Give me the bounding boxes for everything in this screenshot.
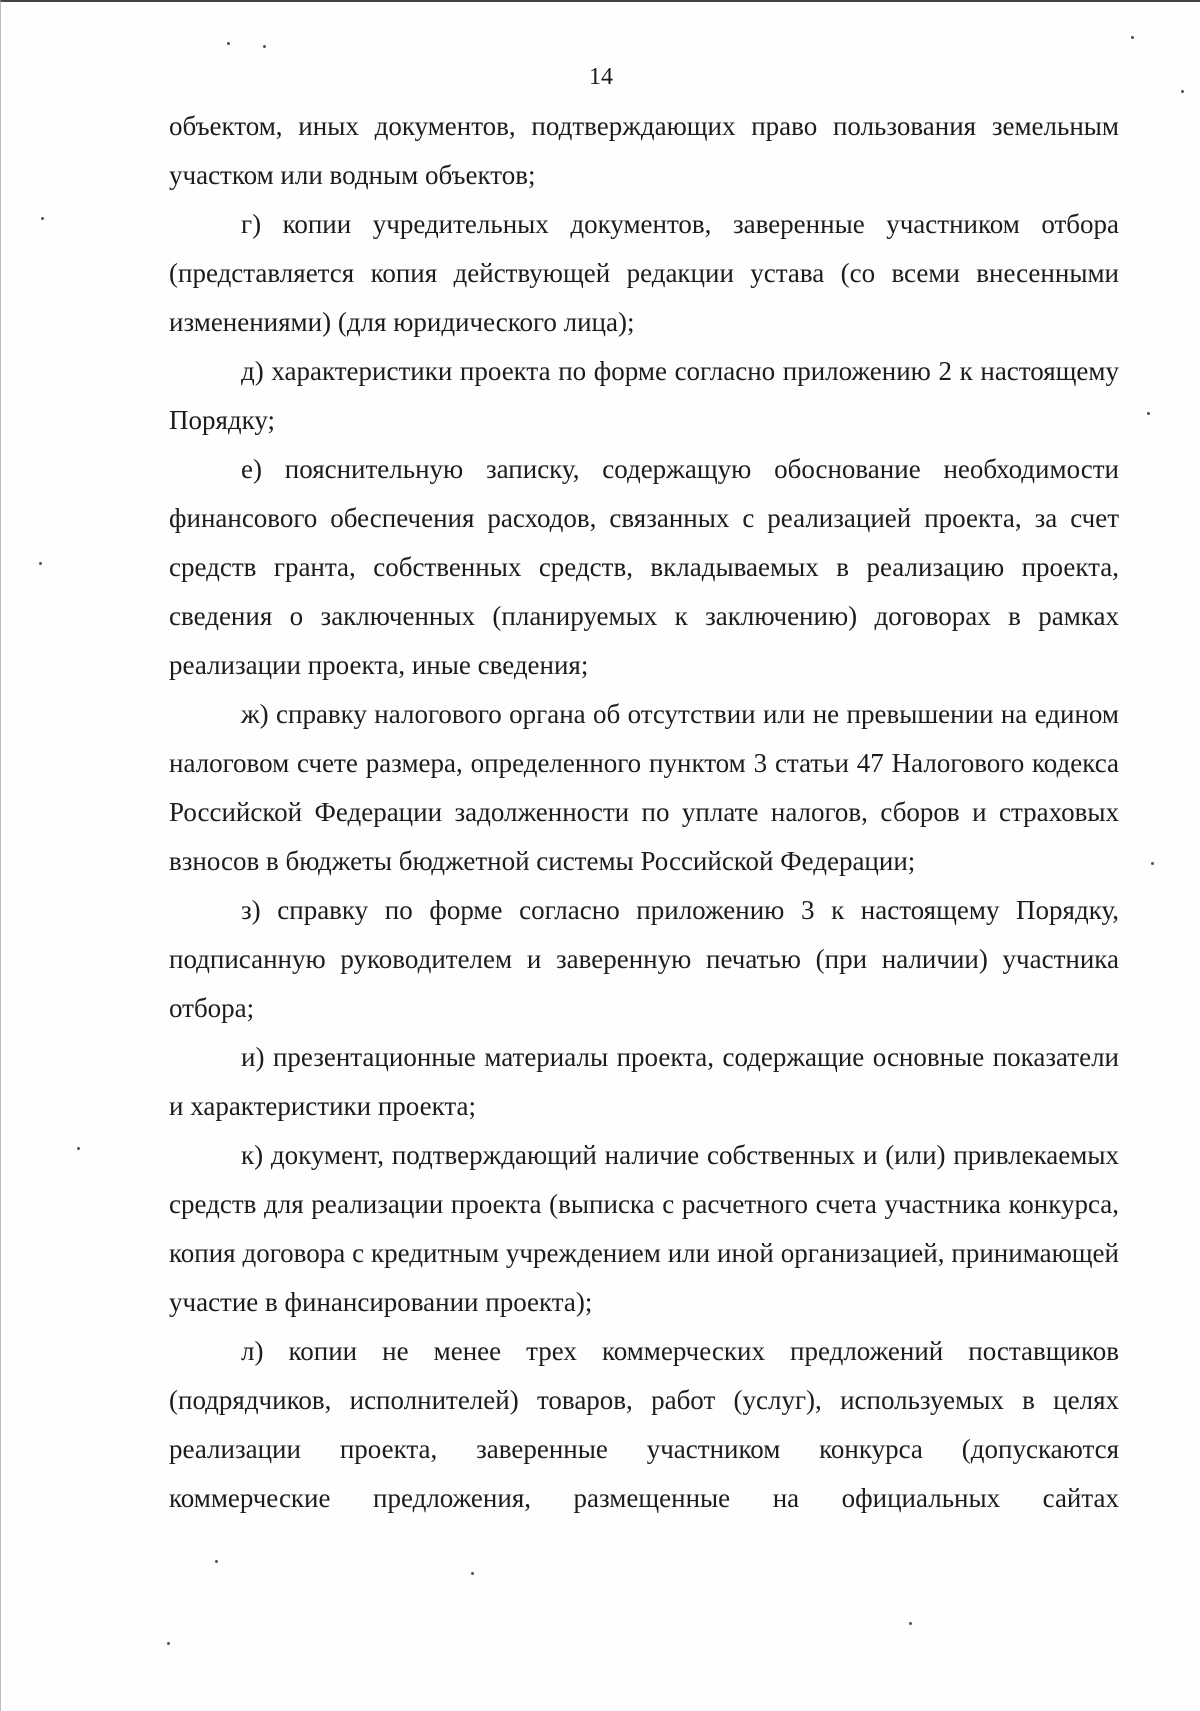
scan-speck (909, 1622, 912, 1625)
scan-speck (167, 1642, 170, 1645)
scan-speck (39, 562, 42, 565)
document-body (169, 102, 1119, 1523)
paragraph-item-d: д) характеристики проекта по форме согласно приложению 2 к настоящему Порядку; (169, 356, 1119, 435)
scan-speck (1131, 36, 1134, 39)
paragraph-item-i: и) презентационные материалы проекта, содержащие основные показатели и характеристики проекта; (169, 1042, 1119, 1121)
paragraph-item-e: е) пояснительную записку, содержащую обоснование необходимости финансового обеспечения расходов, связанных с реализацией проекта, за счет средств гранта, собственных средств, вкладываемых в реализацию проекта, сведения о заключенных (планируемых к заключению) договорах в рамках реализации проекта, иные сведения; (169, 454, 1119, 680)
paragraph-item-k: к) документ, подтверждающий наличие собственных и (или) привлекаемых средств для реализации проекта (выписка с расчетного счета участника конкурса, копия договора с кредитным учреждением или иной организацией, принимающей участие в финансировании проекта); (169, 1140, 1119, 1317)
scan-speck (1147, 412, 1150, 415)
paragraph-item-l: л) копии не менее трех коммерческих предложений поставщиков (подрядчиков, исполнителей) товаров, работ (услуг), используемых в целях реализации проекта, заверенные участником конкурса (допускаются коммерческие предложения, размещенные на официальных сайтах (169, 1336, 1119, 1513)
paragraph-item-g: г) копии учредительных документов, заверенные участником отбора (представляется копия действующей редакции устава (со всеми внесенными изменениями) (для юридического лица); (169, 209, 1119, 337)
scan-speck (227, 42, 230, 45)
page-number: 14 (589, 64, 613, 90)
scan-speck (1181, 90, 1184, 93)
scan-speck (215, 1560, 218, 1563)
scan-speck (77, 1147, 80, 1150)
scan-speck (41, 217, 44, 220)
paragraph-continuation: объектом, иных документов, подтверждающих право пользования земельным участком или водным объектов; (169, 111, 1119, 190)
scan-speck (1151, 862, 1154, 865)
scan-speck (263, 45, 266, 48)
paragraph-item-z: з) справку по форме согласно приложению 3 к настоящему Порядку, подписанную руководителем и заверенную печатью (при наличии) участника отбора; (169, 895, 1119, 1023)
scan-speck (471, 1572, 474, 1575)
paragraph-item-zh: ж) справку налогового органа об отсутствии или не превышении на едином налоговом счете размера, определенного пунктом 3 статьи 47 Налогового кодекса Российской Федерации задолженности по уплате налогов, сборов и страховых взносов в бюджеты бюджетной системы Российской Федерации; (169, 699, 1119, 876)
